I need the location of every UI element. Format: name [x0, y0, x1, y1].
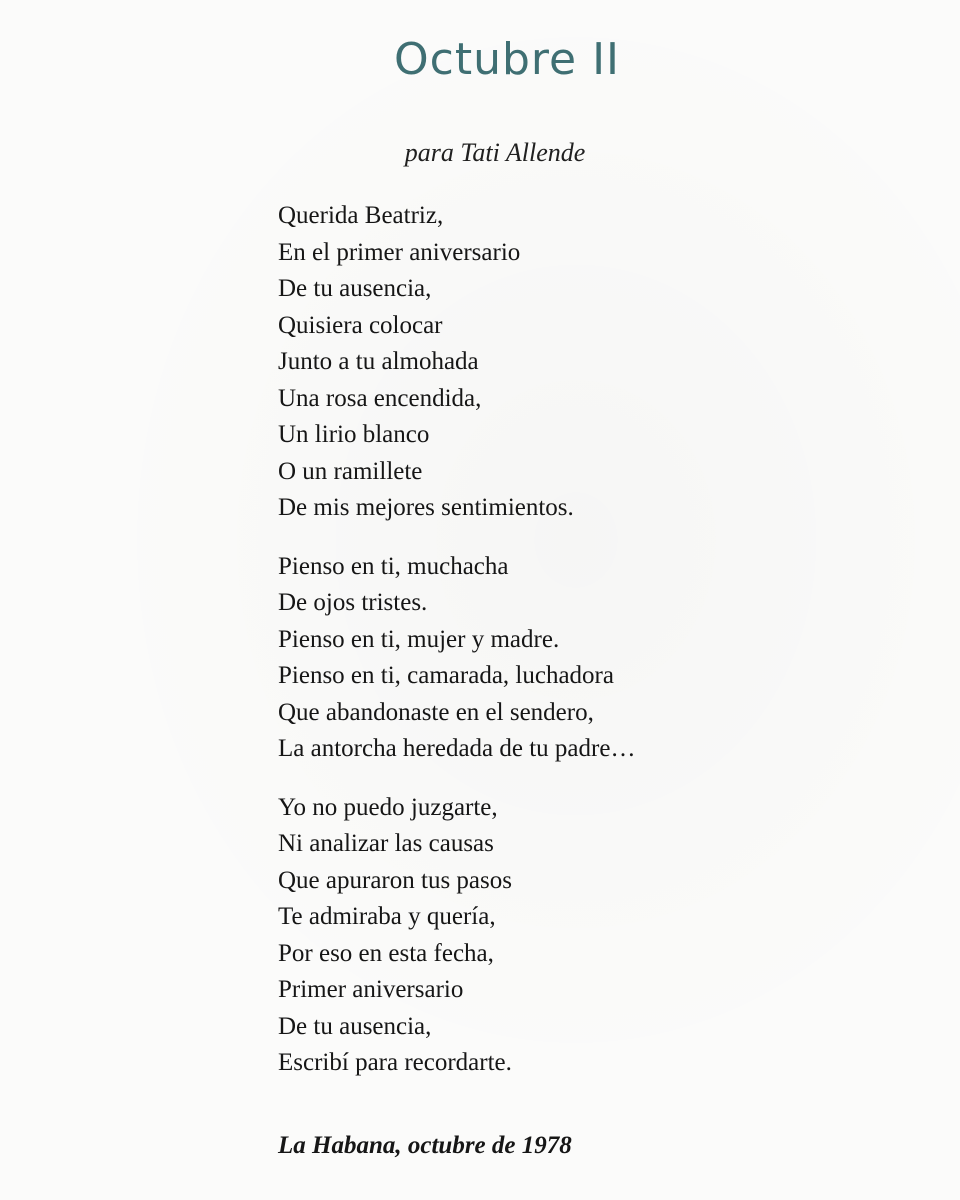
poem-line: De tu ausencia,	[278, 275, 432, 302]
poem-line: Querida Beatriz,	[278, 202, 444, 229]
poem-line: Te admiraba y quería,	[278, 903, 496, 930]
poem-signature: La Habana, octubre de 1978	[278, 1132, 572, 1159]
poem-line: Que abandonaste en el sendero,	[278, 698, 594, 726]
poem-title-graphic	[394, 30, 634, 90]
poem-line: Por eso en esta fecha,	[278, 939, 494, 967]
stanza-3	[278, 790, 918, 1082]
poem-line: Escribí para recordarte.	[278, 1049, 512, 1076]
poem-title	[0, 30, 960, 90]
stanza-1	[278, 198, 918, 527]
poem-line: De mis mejores sentimientos.	[278, 494, 574, 521]
poem-line: Un lirio blanco	[278, 421, 430, 448]
poem-line: Pienso en ti, mujer y madre.	[278, 625, 560, 653]
poem-title-text: Octubre II	[394, 34, 621, 85]
poem-line: Pienso en ti, camarada, luchadora	[278, 662, 614, 689]
poem-body	[278, 198, 918, 1104]
poem-line: Yo no puedo juzgarte,	[278, 793, 498, 821]
poem-line: Una rosa encendida,	[278, 384, 482, 412]
poem-line: De tu ausencia,	[278, 1012, 432, 1040]
poem-line: Pienso en ti, muchacha	[278, 552, 509, 580]
poem-line: En el primer aniversario	[278, 238, 521, 266]
poem-line: Quisiera colocar	[278, 311, 443, 339]
poem-line: Ni analizar las causas	[278, 830, 494, 857]
poem-line: O un ramillete	[278, 457, 423, 485]
stanza-2	[278, 549, 918, 768]
poem-line: La antorcha heredada de tu padre…	[278, 735, 636, 762]
poem-line: Junto a tu almohada	[278, 348, 479, 375]
poem-dedication: para Tati Allende	[404, 138, 586, 167]
poem-line: De ojos tristes.	[278, 589, 428, 616]
poem-line: Primer aniversario	[278, 976, 464, 1003]
poem-line: Que apuraron tus pasos	[278, 866, 512, 894]
